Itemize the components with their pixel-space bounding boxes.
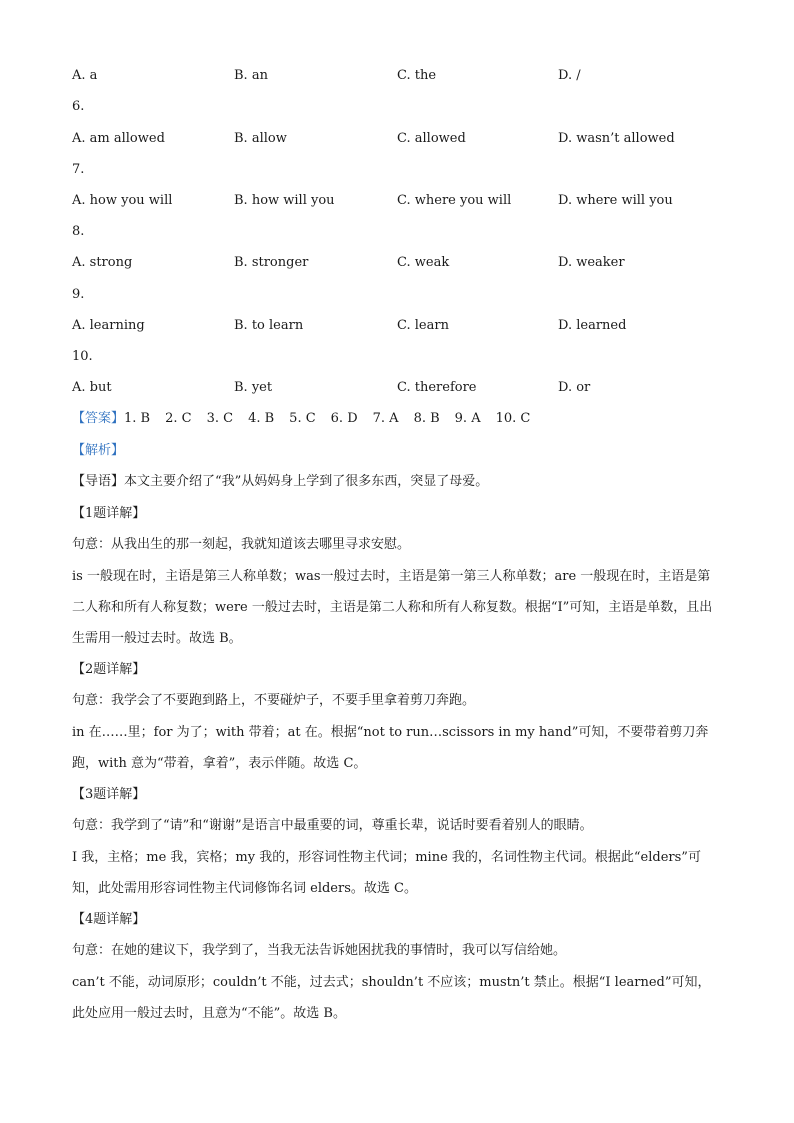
answer-item: 6. D — [330, 411, 358, 426]
detail-explanation: in 在……里；for 为了；with 带着；at 在。根据“not to run…scissors in my hand”可知，不要带着剪刀奔跑，with 意为“带着，拿着”，表示伴随。故选 C。 — [72, 725, 709, 771]
option-a: A. learning — [72, 318, 145, 333]
option-c: C. weak — [397, 255, 450, 270]
answer-item: 7. A — [372, 411, 399, 426]
answer-item: 1. B — [124, 411, 151, 426]
option-d: D. learned — [558, 318, 627, 333]
option-c: C. allowed — [397, 131, 466, 146]
analysis-heading — [72, 441, 124, 461]
question-options-row — [72, 130, 732, 148]
option-b: B. stronger — [234, 255, 309, 270]
question-number: 8. — [72, 224, 85, 239]
detail-explanation: I 我，主格；me 我，宾格；my 我的，形容词性物主代词；mine 我的，名词性物主代词。根据此“elders”可知，此处需用形容词性物主代词修饰名词 elders。故选 C。 — [72, 850, 701, 896]
guide-text: 本文主要介绍了“我”从妈妈身上学到了很多东西，突显了母爱。 — [124, 474, 489, 489]
answer-item: 8. B — [413, 411, 440, 426]
detail-title: 【4题详解】 — [72, 912, 146, 927]
guide-tag: 【导语】 — [72, 474, 125, 489]
detail-title: 【1题详解】 — [72, 506, 146, 521]
option-b: B. an — [234, 68, 268, 83]
question-number: 10. — [72, 349, 93, 364]
option-d: D. where will you — [558, 193, 673, 208]
option-a: A. how you will — [72, 193, 173, 208]
option-d: D. weaker — [558, 255, 625, 270]
detail-explanation: is 一般现在时，主语是第三人称单数；was一般过去时，主语是第一第三人称单数；are 一般现在时，主语是第二人称和所有人称复数；were 一般过去时，主语是第二人称和所有人称复数。根据“I”可知，主语是单数，且出生需用一般过去时。故选 B。 — [72, 569, 713, 646]
answer-item: 9. A — [454, 411, 481, 426]
analysis-tag: 【解析】 — [72, 443, 125, 458]
option-c: C. the — [397, 68, 437, 83]
option-d: D. or — [558, 380, 591, 395]
question-options-row — [72, 379, 732, 397]
option-c: C. therefore — [397, 380, 477, 395]
detail-title: 【2题详解】 — [72, 662, 146, 677]
option-a: A. a — [72, 68, 98, 83]
guide-line — [72, 472, 488, 492]
answer-key — [72, 409, 545, 429]
option-a: A. but — [72, 380, 112, 395]
option-b: B. allow — [234, 131, 287, 146]
option-b: B. to learn — [234, 318, 304, 333]
answer-item: 10. C — [495, 411, 531, 426]
option-d: D. wasn’t allowed — [558, 131, 675, 146]
detail-explanation: can’t 不能，动词原形；couldn’t 不能，过去式；shouldn’t 不应该；mustn’t 禁止。根据“I learned”可知，此处应用一般过去时，且意为“不能”。故选 B。 — [72, 975, 711, 1021]
answer-tag: 【答案】 — [72, 411, 125, 426]
option-a: A. am allowed — [72, 131, 165, 146]
option-c: C. learn — [397, 318, 449, 333]
answer-item: 2. C — [165, 411, 192, 426]
question-options-row — [72, 67, 732, 85]
detail-title: 【3题详解】 — [72, 787, 146, 802]
question-number: 6. — [72, 99, 85, 114]
option-c: C. where you will — [397, 193, 512, 208]
option-b: B. how will you — [234, 193, 335, 208]
detail-meaning: 句意：在她的建议下，我学到了，当我无法告诉她困扰我的事情时，我可以写信给她。 — [72, 943, 567, 958]
answer-item: 5. C — [289, 411, 316, 426]
answer-item: 3. C — [206, 411, 234, 426]
detail-meaning: 句意：我学到了“请”和“谢谢”是语言中最重要的词，尊重长辈，说话时要看着别人的眼睛。 — [72, 818, 593, 833]
detail-meaning: 句意：我学会了不要跑到路上，不要碰炉子，不要手里拿着剪刀奔跑。 — [72, 693, 476, 708]
question-number: 9. — [72, 287, 85, 302]
answer-item: 4. B — [248, 411, 275, 426]
option-d: D. / — [558, 68, 581, 83]
detail-meaning: 句意：从我出生的那一刻起，我就知道该去哪里寻求安慰。 — [72, 537, 411, 552]
question-options-row — [72, 317, 732, 335]
question-options-row — [72, 192, 732, 210]
option-a: A. strong — [72, 255, 133, 270]
question-number: 7. — [72, 162, 85, 177]
option-b: B. yet — [234, 380, 273, 395]
question-options-row — [72, 254, 732, 272]
